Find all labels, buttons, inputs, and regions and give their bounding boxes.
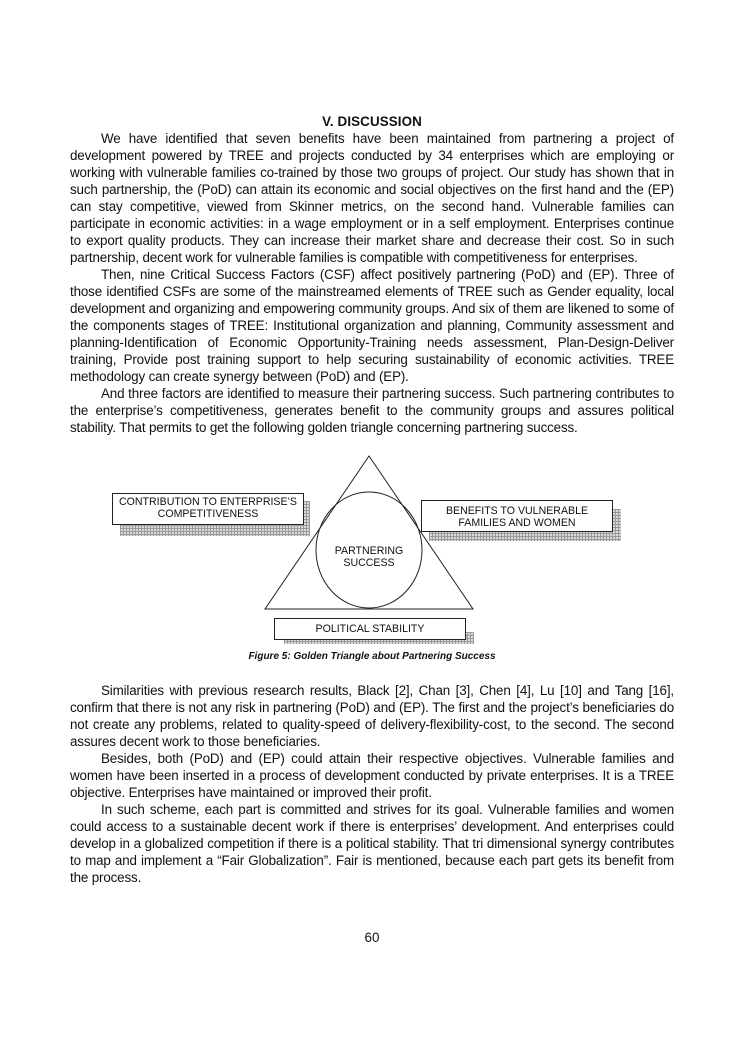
section-heading: V. DISCUSSION <box>322 114 422 129</box>
center-label-line-1: PARTNERING <box>334 545 404 557</box>
left-box-line-1: CONTRIBUTION TO ENTERPRISE’S <box>119 496 297 508</box>
bottom-box-label: POLITICAL STABILITY <box>315 623 425 635</box>
left-box <box>112 493 304 525</box>
center-label-line-2: SUCCESS <box>343 557 395 569</box>
paragraph-factors: And three factors are identified to measure their partnering success. Such partnering contributes to the enterprise’s competitiveness, generates benefit to the community groups and assures political stability. That permits to get the following golden triangle concerning partnering success. <box>70 386 674 435</box>
page-number: 60 <box>364 930 380 945</box>
right-box-line-2: FAMILIES AND WOMEN <box>458 517 576 529</box>
paragraph-besides: Besides, both (PoD) and (EP) could attain their respective objectives. Vulnerable families and women have been inserted in a process of development conducted by private enterprises. It is a TREE objective. Enterprises have maintained or improved their profit. <box>70 751 674 800</box>
paragraph-similarities: Similarities with previous research results, Black [2], Chan [3], Chen [4], Lu [10] and Tang [16], confirm that there is not any risk in partnering (PoD) and (EP). The first and the project’s beneficiaries do not create any problems, related to quality-speed of delivery-flexibility-cost, to the second. The second assures decent work to those beneficiaries. <box>70 683 674 749</box>
paragraph-csf: Then, nine Critical Success Factors (CSF) affect positively partnering (PoD) and (EP). Three of those identified CSFs are some of the mainstreamed elements of TREE such as Gender equality, local development and organizing and empowering community groups. And six of them are likened to some of the components stages of TREE: Institutional organization and planning, Community assessment and planning-Identification of Economic Opportunity-Training needs assessment, Plan-Design-Deliver training, Provide post training support to help securing sustainability of economic activities. TREE methodology can create synergy between (PoD) and (EP). <box>70 267 674 384</box>
right-box <box>421 500 613 532</box>
page-body <box>70 113 674 886</box>
left-box-line-2: COMPETITIVENESS <box>157 508 259 520</box>
right-box-line-1: BENEFITS TO VULNERABLE <box>445 505 589 517</box>
center-label <box>319 545 419 569</box>
golden-triangle-figure <box>70 454 674 676</box>
paragraph-benefits: We have identified that seven benefits have been maintained from partnering a project of development powered by TREE and projects conducted by 34 enterprises which are employing or working with vulnerable families co-trained by those two groups of project. Our study has shown that in such partnership, the (PoD) can attain its economic and social objectives on the first hand and the (EP) can stay competitive, viewed from Skinner metrics, on the second hand. Vulnerable families can participate in economic activities: in a wage employment or in a self employment. Enterprises continue to export quality products. They can increase their market share and decrease their cost. So in such partnership, decent work for vulnerable families is compatible with competitiveness for enterprises. <box>70 131 674 265</box>
bottom-box <box>274 618 466 640</box>
paragraph-scheme: In such scheme, each part is committed and strives for its goal. Vulnerable families and women could access to a sustainable decent work if there is enterprises’ development. And enterprises could develop in a globalized competition if there is a political stability. That tri dimensional synergy contributes to map and implement a “Fair Globalization”. Fair is mentioned, because each part gets its benefit from the process. <box>70 802 674 885</box>
figure-caption: Figure 5: Golden Triangle about Partnering Success <box>248 651 496 662</box>
